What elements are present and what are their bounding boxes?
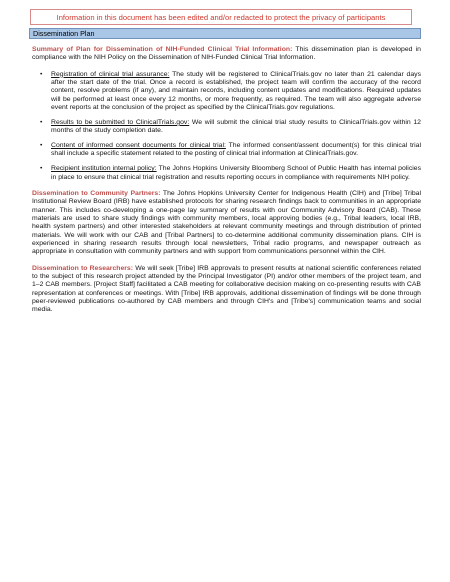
- bullet-icon: •: [40, 70, 43, 78]
- list-item-text: The study will be registered to ClinicalTrials.gov no later than 21 calendar days after the start date of the trial. Once a record is established, the project team will confirm the accuracy of the record content, resolve problems (if any), and maintain records, including content updates and modifications. Required updates will be performed at least once every 12 months, or more frequently, as required. The team will also aggregate adverse event reports at the conclusion of the project as specified by the ClinicalTrials.gov regulations.: [51, 70, 421, 112]
- list-item-label: Registration of clinical trial assurance:: [51, 70, 170, 78]
- researchers-paragraph: [32, 265, 421, 315]
- list-item-text: The informed consent/assent document(s) for this clinical trial shall include a specific statement related to the posting of clinical trial information at ClinicalTrials.gov.: [51, 142, 422, 158]
- bullet-icon: •: [40, 118, 43, 126]
- summary-text: This dissemination plan is developed in compliance with the NIH Policy on the Dissemination of NIH-Funded Clinical Trial Information.: [32, 46, 421, 62]
- list-item: [32, 71, 421, 113]
- section-header: Dissemination Plan: [29, 28, 421, 39]
- researchers-heading: Dissemination to Researchers:: [32, 264, 134, 272]
- community-text: The Johns Hopkins University Center for Indigenous Health (CIH) and [Tribe] Tribal Institutional Review Board (IRB) have established protocols for sharing research findings back to communities in an appropriate manner. This includes co-developing a one-page lay summary of results with our Community Advisory Board (CAB). These materials are used to share study findings with community members, local approving bodies (e.g., Tribal leaders, local IRB, health system partners) and other interested stakeholders at relevant community meetings and through distribution of printed materials. We will work with our CAB and [Tribal Partners] to co-determine additional community dissemination plans. CIH is experienced in sharing research results through local newsletters, Tribal radio programs, and newspaper outreach as appropriate in consultation with community partners and with support from communications personnel within the CIH.: [32, 189, 421, 256]
- list-item-label: Results to be submitted to ClinicalTrials.gov:: [51, 118, 190, 126]
- redaction-notice: Information in this document has been edited and/or redacted to protect the privacy of participants: [30, 9, 412, 25]
- list-item: [32, 165, 421, 182]
- list-item: [32, 119, 421, 136]
- bullet-icon: •: [40, 142, 43, 150]
- requirements-list: [32, 71, 421, 182]
- document-body: [32, 46, 421, 323]
- list-item-text: The Johns Hopkins University Bloomberg School of Public Health has internal policies in place to ensure that clinical trial registration and results reporting occurs in compliance with requirements NIH policy.: [51, 165, 421, 181]
- list-item-label: Recipient institution internal policy:: [51, 165, 157, 173]
- list-item: [32, 142, 421, 159]
- list-item-text: We will submit the clinical trial study results to ClinicalTrials.gov within 12 months of the study completion date.: [51, 118, 421, 135]
- summary-paragraph: [32, 46, 421, 63]
- community-paragraph: [32, 190, 421, 257]
- list-item-label: Content of informed consent documents for clinical trial:: [51, 142, 226, 150]
- summary-heading: Summary of Plan for Dissemination of NIH-Funded Clinical Trial Information:: [32, 46, 293, 53]
- researchers-text: We will seek [Tribe] IRB approvals to present results at national scientific conferences related to the subject of this research project attended by the Principal Investigator (PI) and/or other members of the project team, and 1–2 CAB members. [Project Staff] facilitated a CAB meeting for collaborative decision making on co-presenting results with CAB representation at conferences or meetings. With [Tribe] IRB approvals, additional dissemination of findings will be done through peer-reviewed publications co-authored by CAB members and through CIH's and [Tribe's] communication teams and social media.: [32, 264, 421, 314]
- bullet-icon: •: [40, 165, 43, 173]
- community-heading: Dissemination to Community Partners:: [32, 189, 161, 197]
